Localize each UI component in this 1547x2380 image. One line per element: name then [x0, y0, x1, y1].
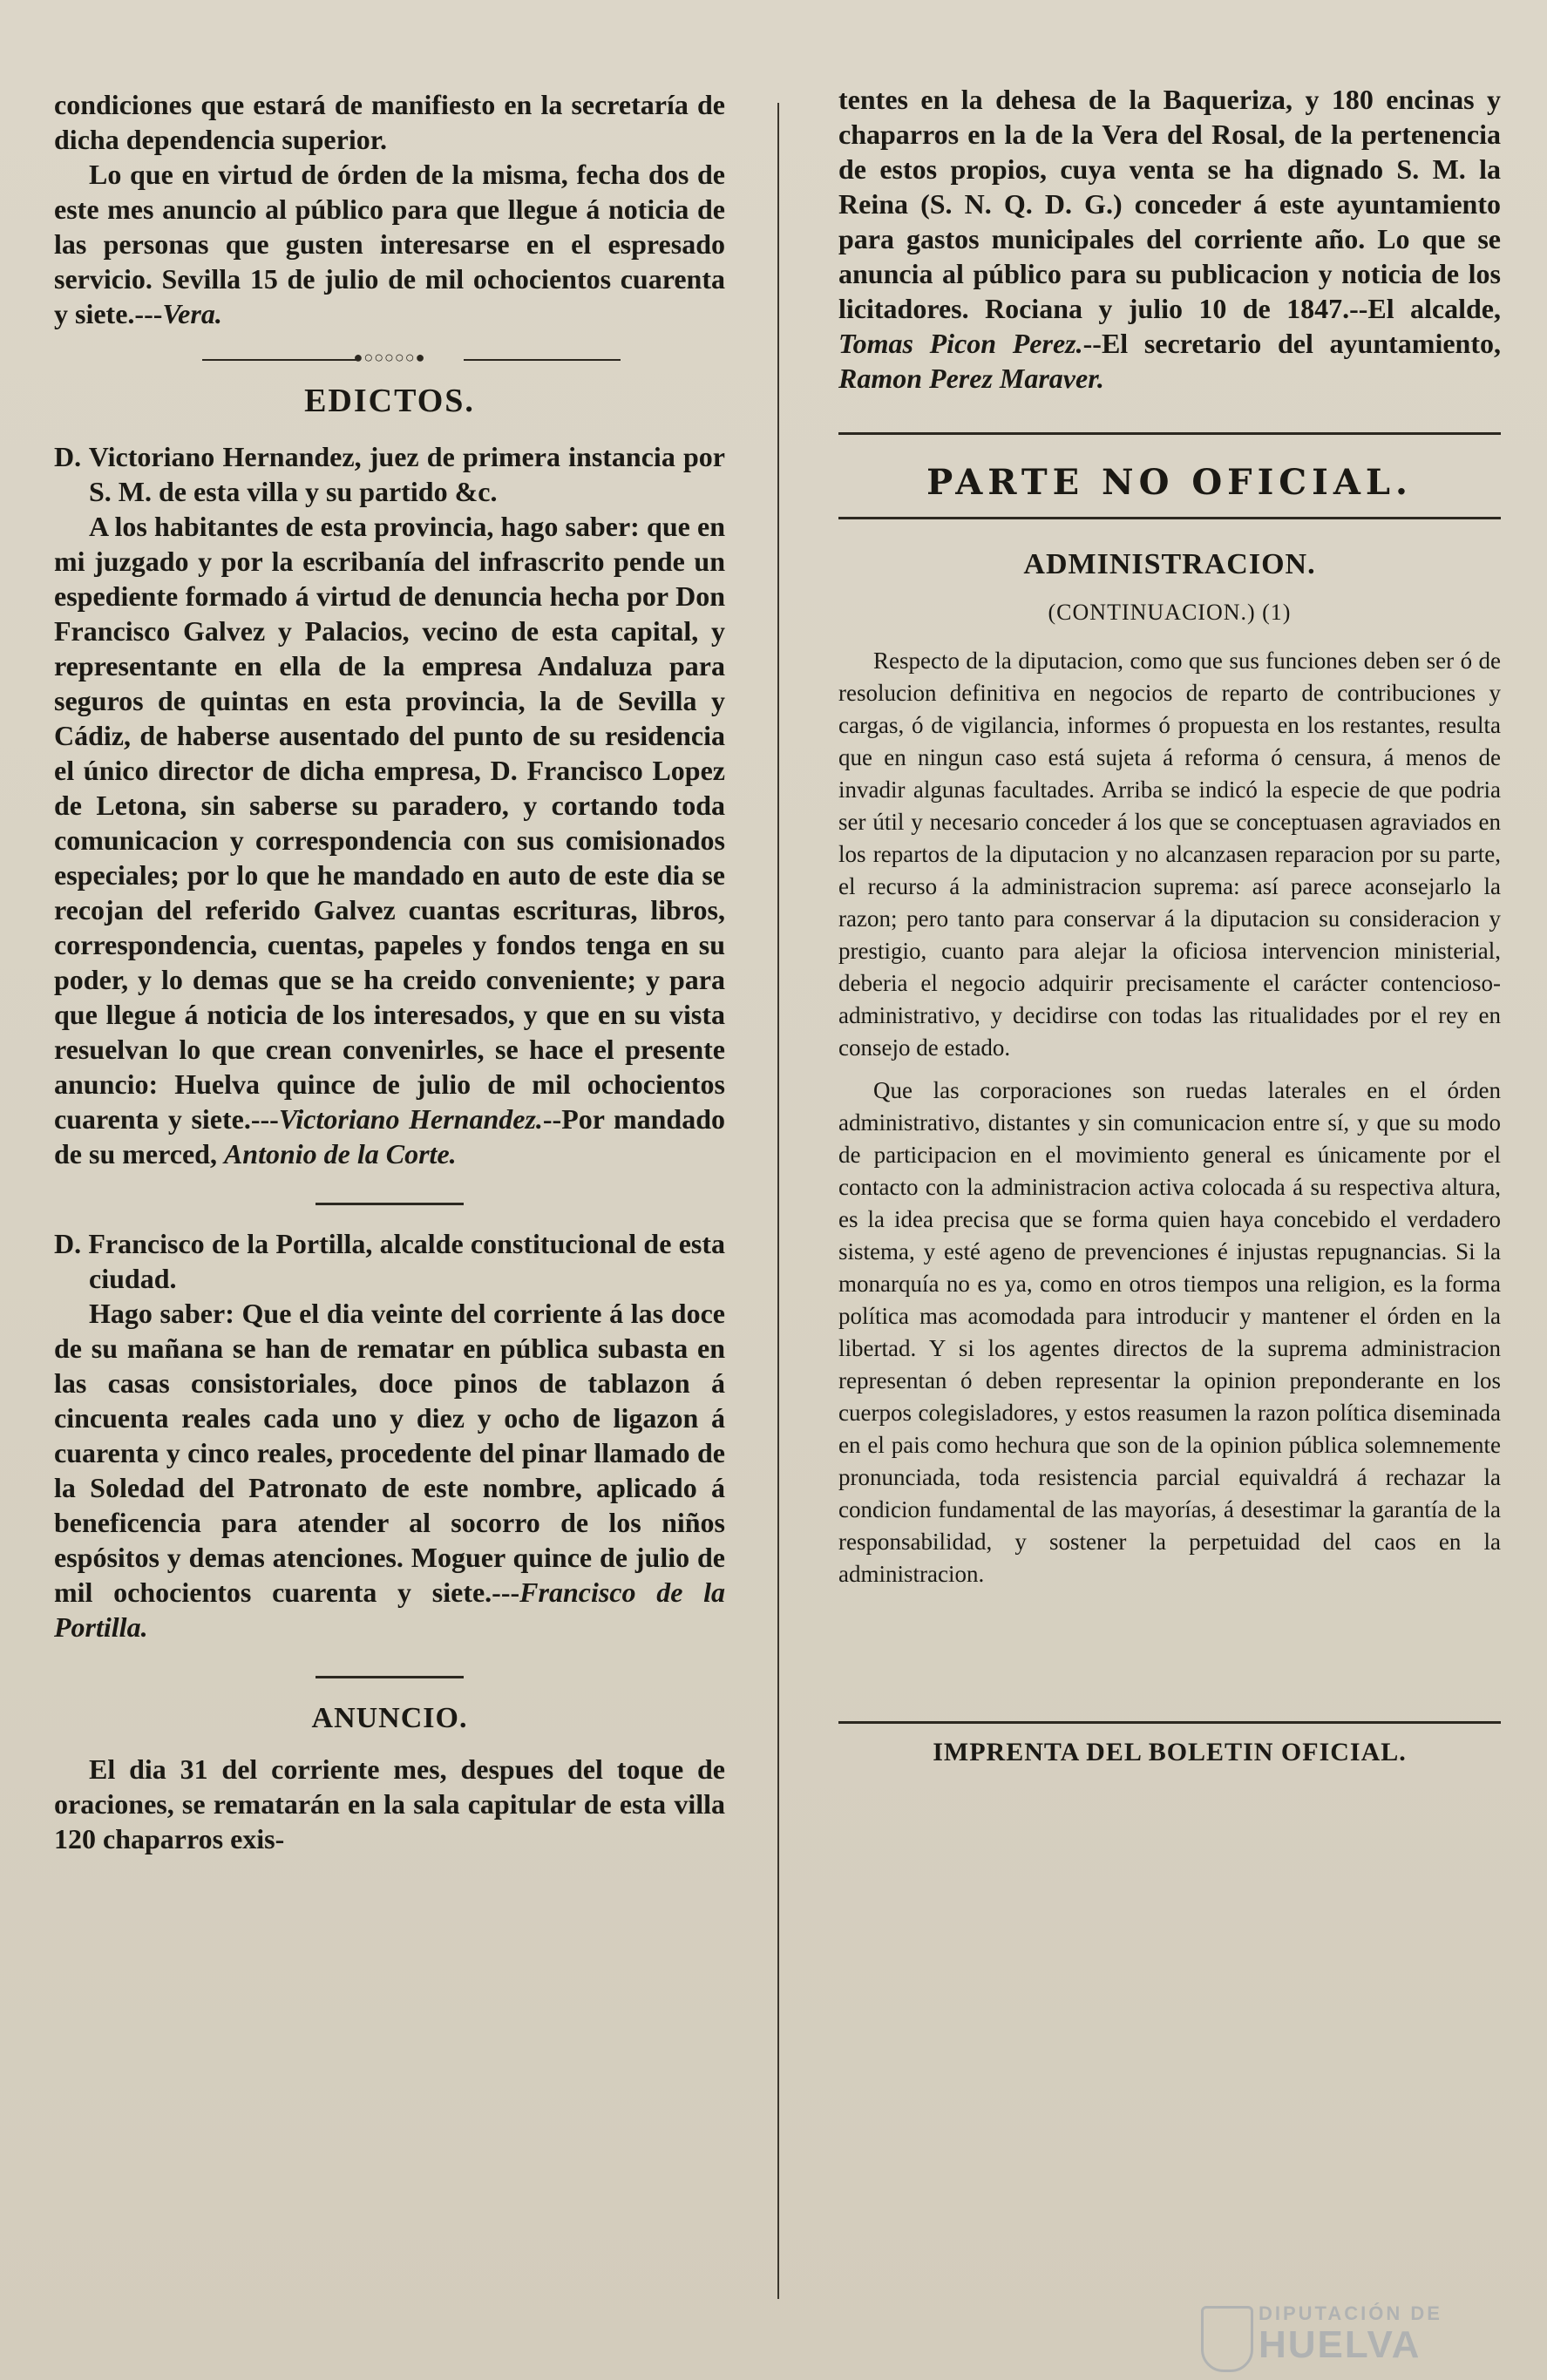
anuncio-heading: ANUNCIO. — [311, 1702, 468, 1734]
rociana-signer-2: Ramon Perez Maraver. — [838, 363, 1104, 394]
edicto-2-signer: Francisco de la Portilla. — [54, 1576, 725, 1643]
administracion-paragraph-1: Respecto de la diputacion, como que sus funciones deben ser ó de resolucion definitiva en negocios de reparto de contribuciones y cargas, ó de vigilancia, informes ó propuesta en los restantes, resulta que en ningun caso está sujeta á reforma ó censura, á menos de invadir algunas facultades. Arriba se indicó la especie de que podria ser útil y necesario conceder á los que se conceptuasen agraviados en los repartos de la diputacion y no alcanzasen reparacion por su parte, el recurso á la administracion suprema: así parece aconsejarlo la razon; pero tanto para conservar á la diputacion su consideracion y prestigio, cuanto para alejar la oficiosa intervencion ministerial, deberia el negocio adquirir precisamente el carácter contencioso-administrativo, y decidirse con todas las ritualidades por el rey en consejo de estado. — [838, 648, 1501, 1061]
diputacion-huelva-watermark — [1201, 2302, 1489, 2372]
rociana-mid: --El secretario del ayuntamiento, — [1082, 328, 1502, 359]
edicto-1-mid: --Por mandado de su merced, — [54, 1103, 725, 1170]
parte-no-oficial-heading: PARTE NO OFICIAL. — [926, 462, 1413, 503]
crest-icon — [1201, 2306, 1253, 2372]
long-separator — [838, 432, 1501, 435]
left-column — [54, 87, 725, 1856]
right-column — [838, 82, 1501, 1767]
rociana-signer-1: Tomas Picon Perez. — [838, 328, 1083, 359]
edicto-1-intro: D. Victoriano Hernandez, juez de primera instancia por S. M. de esta villa y su partido &c. — [54, 441, 725, 507]
footer-separator — [838, 1721, 1501, 1724]
long-separator — [838, 517, 1501, 519]
short-separator — [316, 1203, 464, 1205]
rociana-notice — [838, 82, 1501, 396]
edictos-heading: EDICTOS. — [304, 383, 475, 419]
continuation-paragraph-1: condiciones que estará de manifiesto en la secretaría de dicha dependencia superior. — [54, 89, 725, 155]
edicto-1-body — [54, 509, 725, 1171]
administracion-paragraph-2: Que las corporaciones son ruedas laterales en el órden administrativo, distantes y sin comunicacion entre sí, y que su modo de participacion en el movimiento general es únicamente por el contacto con la administracion activa colocada á su respectiva altura, es la idea precisa que se forma quien haya concebido el verdadero sistema, y esté ageno de prevenciones é injustas repugnancias. Si la monarquía no es ya, como en otros tiempos una religion, es la forma política mas acomodada para introducir y mantener el órden en la libertad. Y si los agentes directos de la suprema administracion representan ó deben representar la opinion preponderante en los cuerpos colegisladores, y estos reasumen la razon política diseminada en el pais como hechura que son de la opinion pública solemnemente pronunciada, toda resistencia parcial equivaldrá á rechazar la condicion fundamental de las mayorías, á desestimar la garantía de la responsabilidad, y sostener la perpetuidad del caos en la administracion. — [838, 1077, 1501, 1587]
administracion-heading: ADMINISTRACION. — [1023, 548, 1316, 580]
anuncio-body: El dia 31 del corriente mes, despues del toque de oraciones, se rematarán en la sala capitular de esta villa 120 chaparros exis- — [54, 1753, 725, 1855]
ornamental-separator: ●○○○○○● — [54, 347, 725, 373]
continuacion-subheading: (CONTINUACION.) (1) — [1048, 600, 1292, 625]
column-divider — [777, 103, 779, 2299]
edicto-2-intro: D. Francisco de la Portilla, alcalde constitucional de esta ciudad. — [54, 1228, 725, 1294]
continuation-signature: Vera. — [162, 298, 222, 329]
continuation-text: Lo que en virtud de órden de la misma, fecha dos de este mes anuncio al público para que llegue á noticia de las personas que gusten interesarse en el espresado servicio. Sevilla 15 de julio de mil ochocientos cuarenta y siete.--- — [54, 159, 725, 329]
watermark-line-1: DIPUTACIÓN DE — [1259, 2302, 1442, 2324]
watermark-line-2: HUELVA — [1259, 2323, 1421, 2366]
imprenta-footer: IMPRENTA DEL BOLETIN OFICIAL. — [933, 1738, 1407, 1766]
edicto-1-signer-1: Victoriano Hernandez. — [278, 1103, 543, 1135]
edicto-1-signer-2: Antonio de la Corte. — [223, 1138, 457, 1170]
edicto-2-text: Hago saber: Que el dia veinte del corriente á las doce de su mañana se han de rematar en pública subasta en las casas consistoriales, doce pinos de tablazon á cincuenta reales cada uno y diez y ocho de ligazon á cuarenta y cinco reales, procedente del pinar llamado de la Soledad del Patronato de este nombre, aplicado á beneficencia para atender al socorro de los niños espósitos y demas atenciones. Moguer quince de julio de mil ochocientos cuarenta y siete.--- — [54, 1298, 725, 1608]
edicto-2-body — [54, 1296, 725, 1644]
continuation-paragraph-2 — [54, 157, 725, 331]
rociana-text: tentes en la dehesa de la Baqueriza, y 180 encinas y chaparros en la de la Vera del Rosal, de la pertenencia de estos propios, cuya venta se ha dignado S. M. la Reina (S. N. Q. D. G.) conceder á este ayuntamiento para gastos municipales del corriente año. Lo que se anuncia al público para su publicacion y noticia de los licitadores. Rociana y julio 10 de 1847.--El alcalde, — [838, 84, 1501, 324]
edicto-1-text: A los habitantes de esta provincia, hago saber: que en mi juzgado y por la escribanía del infrascrito pende un espediente formado á virtud de denuncia hecha por Don Francisco Galvez y Palacios, vecino de esta capital, y representante en ella de la empresa Andaluza para seguros de quintas en esta provincia, la de Sevilla y Cádiz, de haberse ausentado del punto de su residencia el único director de dicha empresa, D. Francisco Lopez de Letona, sin saberse su paradero, y cortando toda comunicacion y correspondencia con sus comisionados especiales; por lo que he mandado en auto de este dia se recojan del referido Galvez cuantas escrituras, libros, correspondencia, cuentas, papeles y fondos tenga en su poder, y lo demas que se ha creido conveniente; y para que llegue á noticia de los interesados, y que en su vista resuelvan lo que crean convenirles, se hace el presente anuncio: Huelva quince de julio de mil ochocientos cuarenta y siete.--- — [54, 511, 725, 1135]
short-separator — [316, 1676, 464, 1678]
